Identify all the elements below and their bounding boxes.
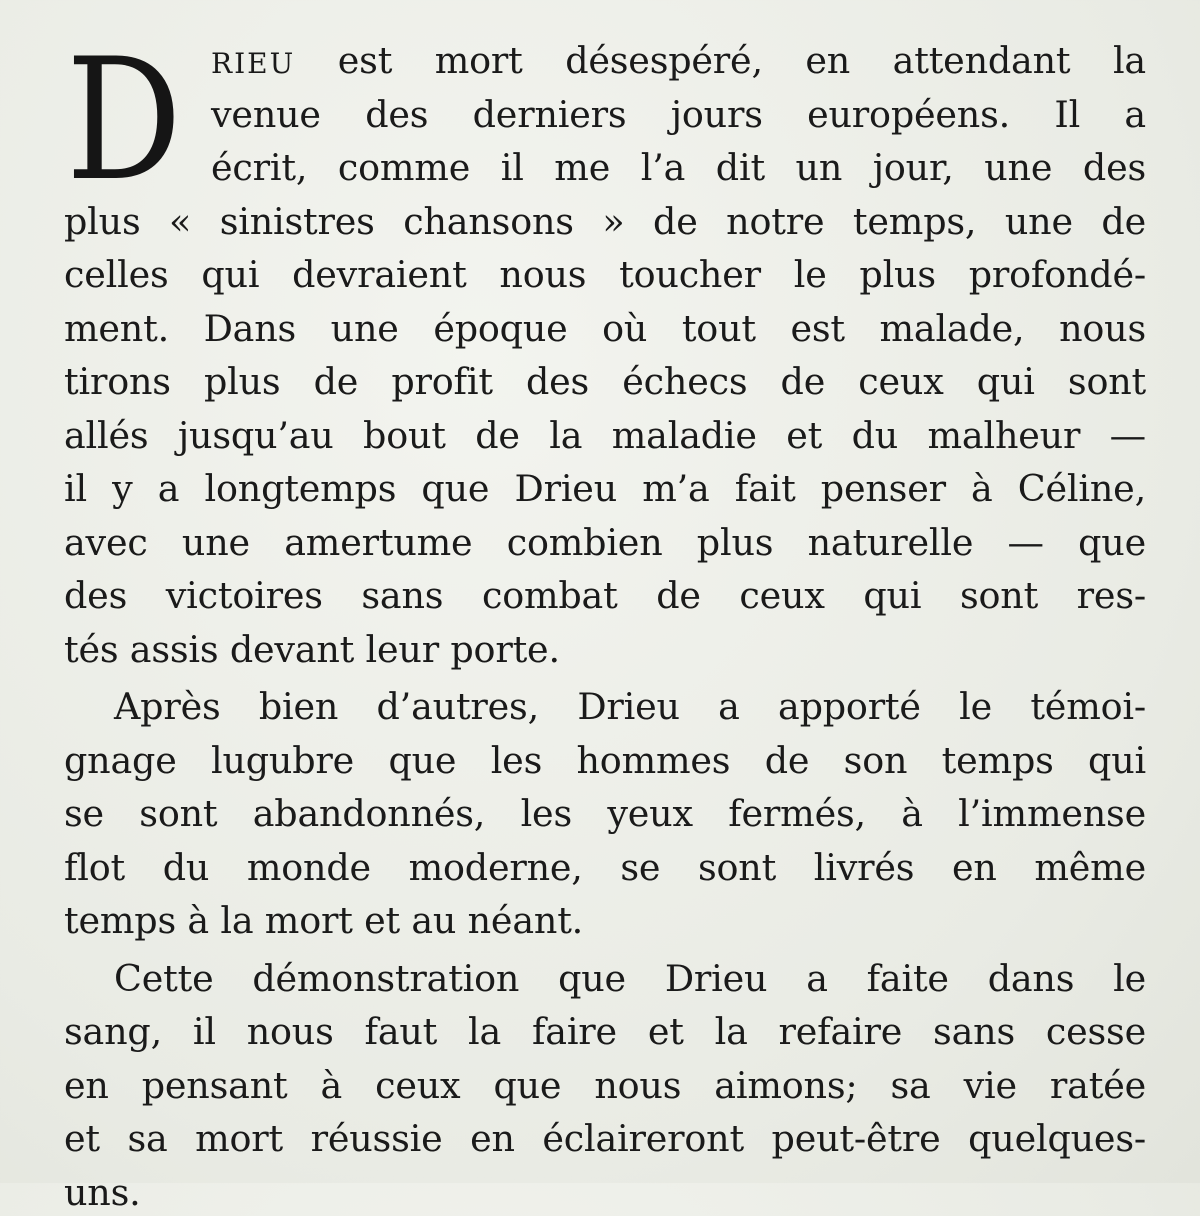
text-line: tirons plus de profit des échecs de ceux qui sont — [64, 360, 1146, 403]
text-line: en pensant à ceux que nous aimons; sa vie ratée — [64, 1063, 1146, 1107]
text-line: avec une amertume combien plus naturelle — que — [64, 520, 1146, 564]
text-line: temps à la mort et au néant. — [64, 899, 584, 942]
drop-cap: D — [66, 22, 182, 218]
text-line: sang, il nous faut la faire et la refaire sans cesse — [64, 1010, 1146, 1053]
text-line-content: est mort désespéré, en attendant la — [295, 39, 1146, 82]
text-line: ment. Dans une époque où tout est malade, nous — [64, 306, 1146, 350]
text-line: uns. — [64, 1170, 141, 1214]
text-line: se sont abandonnés, les yeux fermés, à l’immense — [64, 792, 1146, 835]
text-line: Cette démonstration que Drieu a faite dans le — [114, 956, 1146, 1000]
text-line: flot du monde moderne, se sont livrés en même — [64, 845, 1146, 889]
text-line: et sa mort réussie en éclaireront peut-être quelques- — [64, 1117, 1146, 1160]
text-line: gnage lugubre que les hommes de son temps qui — [64, 738, 1146, 782]
text-line: celles qui devraient nous toucher le plus profondé- — [64, 253, 1146, 296]
first-word-small-caps: RIEU — [211, 47, 296, 80]
text-line: des victoires sans combat de ceux qui sont res- — [64, 574, 1146, 617]
text-line: écrit, comme il me l’a dit un jour, une des — [211, 146, 1146, 189]
text-line: il y a longtemps que Drieu m’a fait penser à Céline, — [64, 467, 1146, 510]
book-page — [64, 22, 1146, 1214]
text-line: Après bien d’autres, Drieu a apporté le témoi- — [114, 685, 1146, 728]
text-line: allés jusqu’au bout de la maladie et du malheur — — [64, 413, 1146, 457]
text-line: plus « sinistres chansons » de notre temps, une de — [64, 199, 1146, 243]
text-line: tés assis devant leur porte. — [64, 627, 560, 671]
text-line: venue des derniers jours européens. Il a — [211, 92, 1146, 136]
text-line — [211, 38, 1146, 84]
